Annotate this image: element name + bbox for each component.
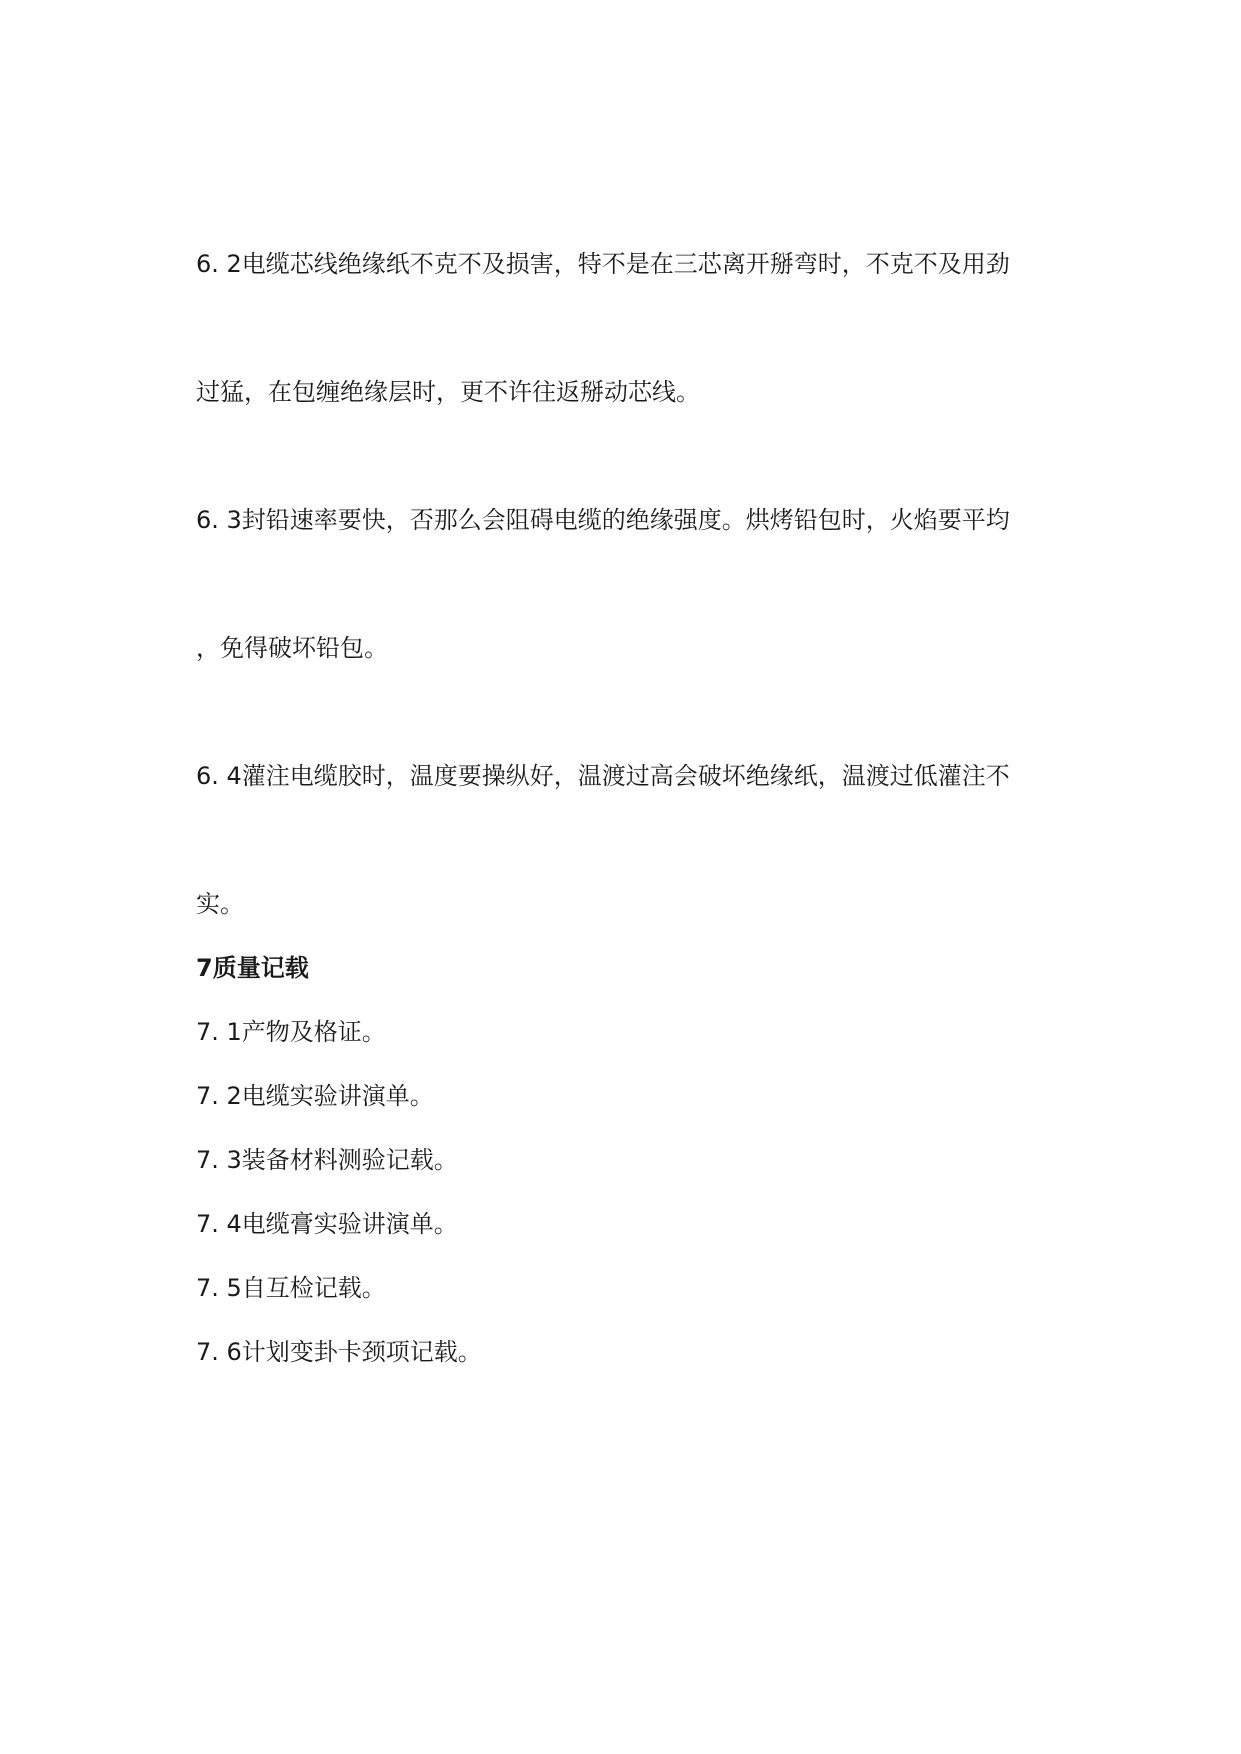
paragraph-6-4-line-2: 实。 (196, 890, 244, 918)
document-body (196, 168, 1046, 1384)
paragraph-6-2-line-2: 过猛，在包缠绝缘层时，更不许往返掰动芯线。 (196, 378, 700, 406)
list-item: 7. 4电缆膏实验讲演单。 (196, 1210, 458, 1238)
paragraph-6-3-line-2: ，免得破坏铅包。 (196, 634, 388, 662)
paragraph-6-4 (196, 680, 1046, 936)
list-item: 7. 5自互检记载。 (196, 1274, 386, 1302)
section-heading-quality-records: 7质量记载 (196, 954, 309, 982)
paragraph-6-2-line-1: 6. 2电缆芯线绝缘纸不克不及损害，特不是在三芯离开掰弯时，不克不及用劲 (196, 250, 1010, 278)
list-item: 7. 3装备材料测验记载。 (196, 1146, 458, 1174)
paragraph-6-2 (196, 168, 1046, 424)
list-item: 7. 1产物及格证。 (196, 1018, 386, 1046)
paragraph-6-4-line-1: 6. 4灌注电缆胶时，温度要操纵好，温渡过高会破坏绝缘纸，温渡过低灌注不 (196, 762, 1010, 790)
paragraph-6-3-line-1: 6. 3封铅速率要快，否那么会阻碍电缆的绝缘强度。烘烤铅包时，火焰要平均 (196, 506, 1010, 534)
list-item: 7. 6计划变卦卡颈项记载。 (196, 1338, 482, 1366)
paragraph-6-3 (196, 424, 1046, 680)
list-item: 7. 2电缆实验讲演单。 (196, 1082, 434, 1110)
